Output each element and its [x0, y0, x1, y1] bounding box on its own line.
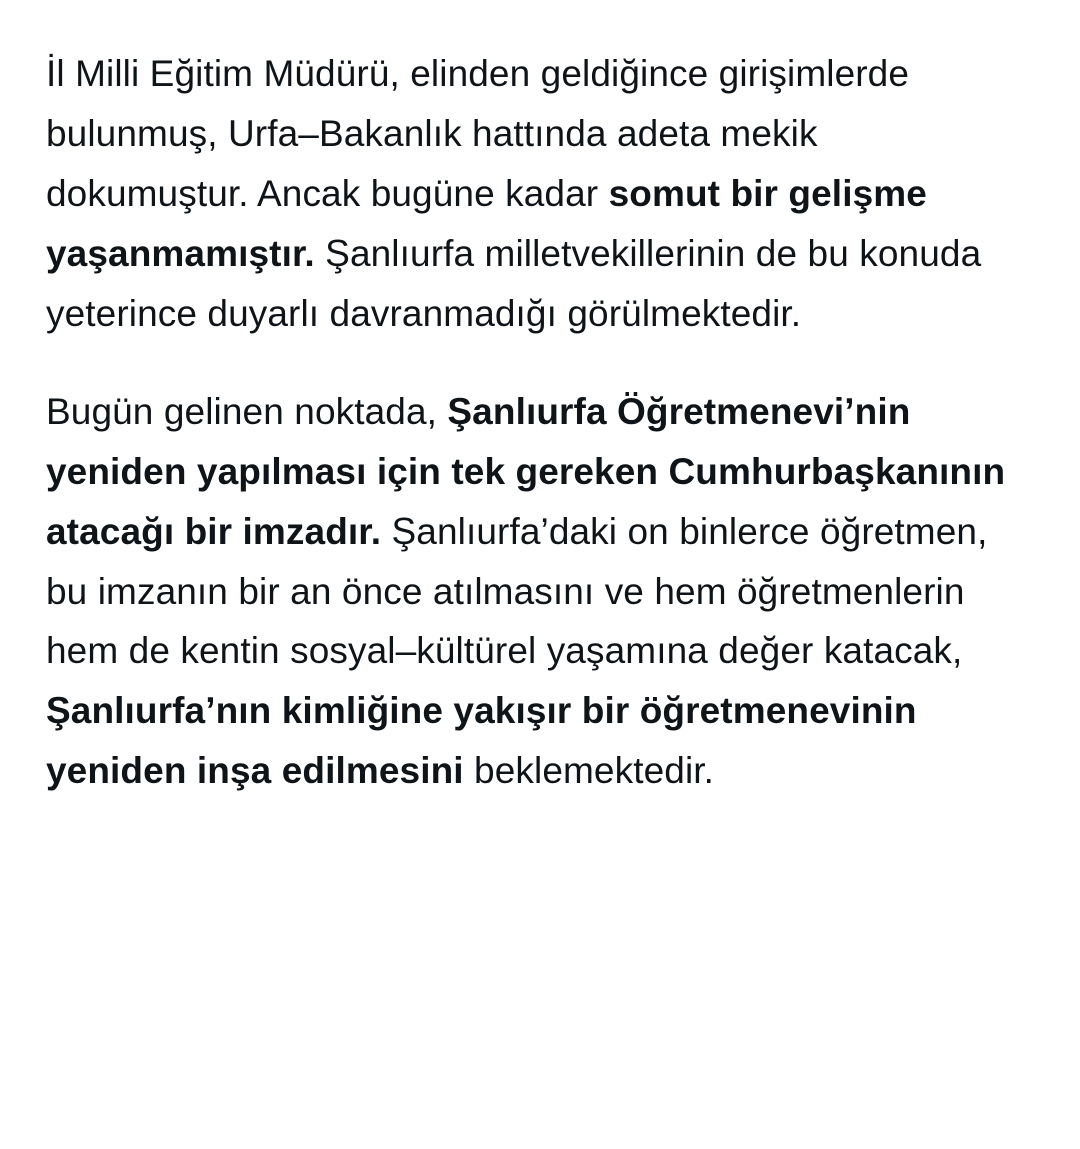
body-text: Şanlıurfa milletvekillerinin de bu konuda yeterince duyarlı davranmadığı görülmektedir. — [46, 232, 982, 334]
body-text: Şanlıurfa’daki on binlerce öğretmen, bu imzanın bir an önce atılmasını ve hem öğretmenlerin hem de kentin sosyal–kültürel yaşamına değer katacak, — [46, 510, 988, 672]
emphasis-text: Şanlıurfa Öğretmenevi’nin yeniden yapılması için tek gereken Cumhurbaşkanının atacağı bir imzadır. — [46, 390, 1006, 552]
article-body — [46, 44, 1018, 801]
body-text: İl Milli Eğitim Müdürü, elinden geldiğince girişimlerde bulunmuş, Urfa–Bakanlık hattında adeta mekik dokumuştur. Ancak bugüne kadar — [46, 53, 910, 214]
emphasis-text: somut bir gelişme yaşanmamıştır. — [46, 172, 927, 274]
article-paragraph — [46, 44, 1018, 344]
body-text: Bugün gelinen noktada, — [46, 390, 448, 432]
article-paragraph — [46, 382, 1018, 802]
body-text: beklemektedir. — [463, 750, 715, 792]
emphasis-text: Şanlıurfa’nın kimliğine yakışır bir öğretmenevinin yeniden inşa edilmesini — [46, 690, 917, 792]
